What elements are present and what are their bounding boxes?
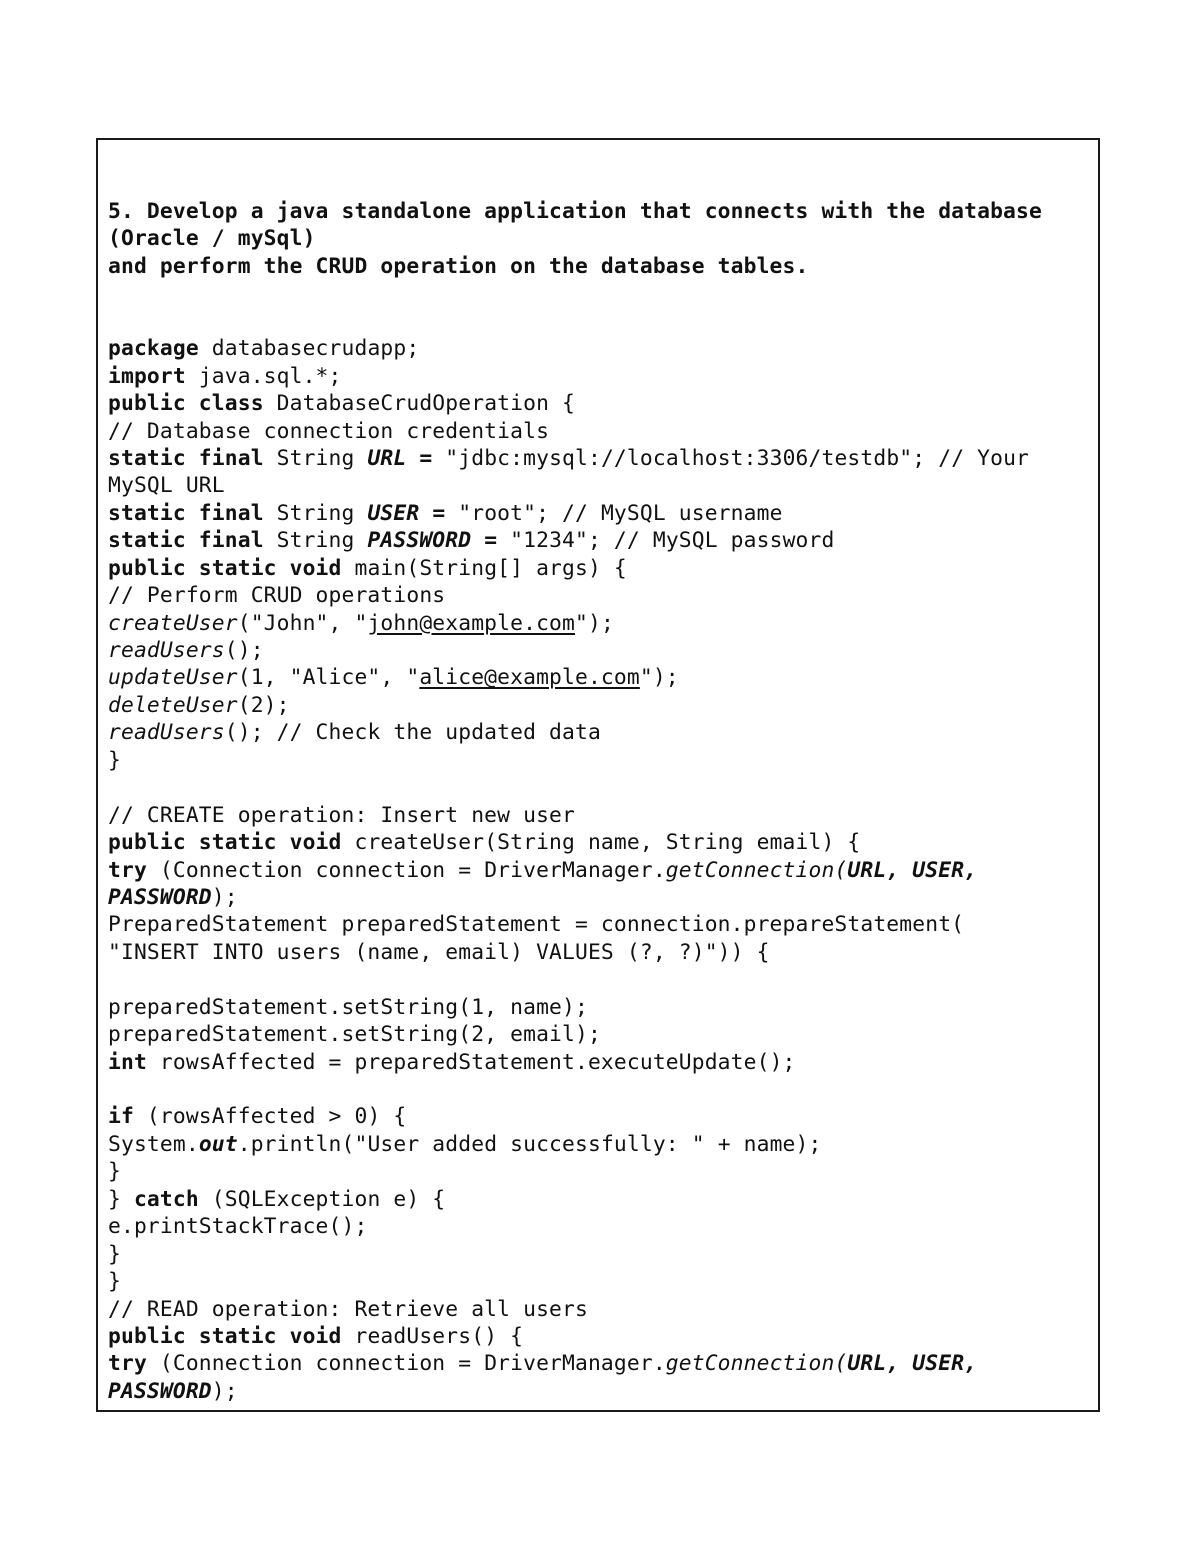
code-text: String — [263, 528, 368, 554]
blank-line — [108, 280, 1090, 307]
keyword: static final — [108, 528, 264, 554]
code-line-delete-call — [108, 692, 1090, 719]
code-text: "); — [575, 610, 614, 636]
code-text: readUsers() { — [341, 1323, 524, 1349]
blank-line — [108, 308, 1090, 335]
code-text: (); — [224, 638, 264, 663]
code-line-main — [108, 555, 1090, 582]
code-line-import — [108, 363, 1090, 390]
code-text: "1234"; // MySQL password — [510, 528, 835, 554]
keyword: static final — [108, 500, 264, 526]
method-name: readUsers — [108, 638, 225, 663]
keyword: public class — [108, 391, 264, 417]
keyword: catch — [133, 1186, 199, 1212]
code-line-try-2-cont — [108, 1378, 1090, 1405]
question-heading-line-1: 5. Develop a java standalone application that connects with the database — [108, 199, 1042, 224]
code-text: DatabaseCrudOperation { — [263, 391, 575, 417]
code-line-read-call — [108, 637, 1090, 664]
code-line-package — [108, 335, 1090, 362]
email-link-john[interactable]: john@example.com — [367, 610, 575, 636]
code-line-rows-affected — [108, 1049, 1090, 1076]
code-text: ); — [211, 1378, 238, 1404]
code-line-println — [108, 1131, 1090, 1158]
code-line-create-call — [108, 610, 1090, 637]
code-line-try-2 — [108, 1350, 1090, 1377]
code-line-user — [108, 500, 1090, 527]
code-line-set-string-1: preparedStatement.setString(1, name); — [108, 994, 588, 1020]
code-text: } — [108, 1186, 134, 1212]
keyword: public static void — [108, 830, 342, 856]
question-heading-line-3: and perform the CRUD operation on the database tables. — [108, 253, 809, 279]
method-name: getConnection — [665, 1351, 835, 1377]
constant: PASSWORD — [367, 528, 472, 554]
constant: URL, USER, — [847, 857, 978, 883]
code-text: databasecrudapp; — [198, 336, 420, 362]
code-comment: // CREATE operation: Insert new user — [108, 802, 575, 828]
code-text: System. — [108, 1131, 199, 1157]
keyword: public static void — [108, 1323, 342, 1349]
code-text: String — [263, 445, 368, 471]
code-text: "root"; // MySQL username — [458, 500, 783, 526]
code-text: "jdbc:mysql://localhost:3306/testdb"; // Your — [445, 445, 1030, 471]
code-text: ( — [834, 1351, 848, 1377]
keyword: try — [108, 1351, 147, 1377]
code-line-insert-sql: "INSERT INTO users (name, email) VALUES (?, ?)")) { — [108, 939, 770, 965]
code-line-class — [108, 390, 1090, 417]
code-text: (Connection connection = DriverManager. — [146, 1351, 666, 1377]
code-text: (2); — [237, 692, 290, 718]
method-name: createUser — [108, 610, 238, 636]
code-line-set-string-2: preparedStatement.setString(2, email); — [108, 1022, 601, 1048]
code-line-try — [108, 857, 1090, 884]
code-text: (Connection connection = DriverManager. — [146, 857, 666, 883]
question-heading-line-2: (Oracle / mySql) — [108, 226, 316, 252]
code-text: (1, "Alice", " — [237, 665, 420, 691]
code-text: String — [263, 500, 368, 526]
blank-line — [108, 1076, 1090, 1103]
code-comment: // READ operation: Retrieve all users — [108, 1296, 588, 1322]
constant: USER — [367, 500, 420, 526]
code-text: (SQLException e) { — [198, 1186, 446, 1212]
code-close-brace: } — [108, 1159, 121, 1185]
email-link-alice[interactable]: alice@example.com — [419, 665, 640, 691]
code-text: "); — [639, 665, 679, 691]
code-text: = — [406, 445, 446, 471]
code-line-url-cont: MySQL URL — [108, 473, 225, 499]
blank-line — [108, 774, 1090, 801]
keyword: try — [108, 857, 147, 883]
code-text: ( — [834, 857, 848, 883]
code-line-read-sig — [108, 1323, 1090, 1350]
code-text: = — [471, 528, 511, 554]
code-comment: // Database connection credentials — [108, 418, 550, 444]
code-line-url — [108, 445, 1090, 472]
keyword: static final — [108, 445, 264, 471]
code-text: ); — [211, 884, 238, 910]
code-text: java.sql.*; — [185, 363, 342, 389]
blank-line — [108, 966, 1090, 993]
document-content — [108, 198, 1090, 1405]
code-line-print-stack: e.printStackTrace(); — [108, 1214, 368, 1240]
code-text: ("John", " — [237, 610, 368, 636]
code-close-brace: } — [108, 747, 121, 773]
constant: URL, USER, — [847, 1351, 978, 1377]
code-line-read-call-2 — [108, 719, 1090, 746]
code-line-prep-stmt: PreparedStatement preparedStatement = connection.prepareStatement( — [108, 912, 965, 938]
code-line-try-cont — [108, 884, 1090, 911]
code-text: (rowsAffected > 0) { — [133, 1104, 407, 1130]
constant: URL — [367, 445, 407, 471]
code-text: = — [419, 500, 459, 526]
method-name: deleteUser — [108, 692, 238, 718]
constant: PASSWORD — [108, 884, 212, 910]
keyword: if — [108, 1104, 134, 1130]
code-line-password — [108, 527, 1090, 554]
code-text: createUser(String name, String email) { — [341, 830, 861, 856]
code-line-catch — [108, 1186, 1090, 1213]
code-line-if — [108, 1103, 1090, 1130]
code-text: main(String[] args) { — [341, 555, 627, 581]
method-name: getConnection — [665, 857, 835, 883]
code-text: .println("User added successfully: " + name); — [237, 1131, 822, 1157]
code-text: rowsAffected = preparedStatement.executeUpdate(); — [146, 1049, 796, 1075]
method-name: updateUser — [108, 665, 238, 691]
keyword: import — [108, 363, 186, 389]
constant: out — [198, 1131, 238, 1157]
page-frame — [96, 138, 1100, 1412]
code-comment: // Perform CRUD operations — [108, 583, 446, 609]
code-close-brace: } — [108, 1241, 121, 1267]
code-line-create-sig — [108, 829, 1090, 856]
code-close-brace: } — [108, 1269, 121, 1295]
keyword: package — [108, 336, 199, 362]
keyword: int — [108, 1049, 147, 1075]
method-name: readUsers — [108, 720, 225, 746]
constant: PASSWORD — [108, 1378, 212, 1404]
keyword: public static void — [108, 555, 342, 581]
code-text: (); // Check the updated data — [224, 720, 601, 746]
code-line-update-call — [108, 664, 1090, 691]
